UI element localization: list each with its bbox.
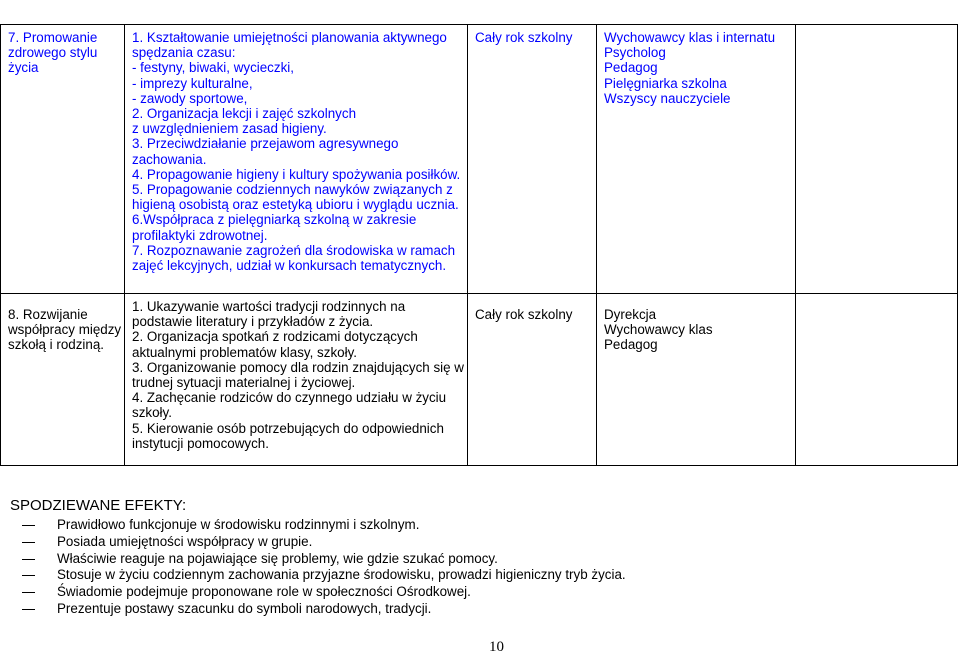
effects-heading: SPODZIEWANE EFEKTY: <box>10 497 187 514</box>
responsible-line: Wychowawcy klas i internatu <box>604 30 776 45</box>
goal-cell <box>1 25 125 294</box>
responsible-line: Pedagog <box>604 337 658 353</box>
table-row <box>1 25 958 294</box>
task-line: podstawie literatury i przykładów z życia. <box>132 314 374 330</box>
education-plan-table <box>0 24 958 466</box>
term-text: Cały rok szkolny <box>475 307 573 322</box>
list-item <box>10 517 626 534</box>
goal-line: 8. Rozwijanie <box>8 307 88 322</box>
task-line: 5. Propagowanie codziennych nawyków związanych z <box>132 182 453 198</box>
responsible-cell <box>597 25 796 294</box>
responsible-line: Wychowawcy klas <box>604 322 713 338</box>
effect-text: Stosuje w życiu codziennym zachowania przyjazne środowisku, prowadzi higieniczny tryb życia. <box>57 567 626 583</box>
task-line: instytucji pomocowych. <box>132 435 269 451</box>
task-line: szkoły. <box>132 405 172 421</box>
page-number: 10 <box>489 639 504 655</box>
term-cell <box>468 25 597 294</box>
task-line: 7. Rozpoznawanie zagrożeń dla środowiska w ramach <box>132 242 456 258</box>
responsible-line: Pedagog <box>604 60 658 76</box>
empty-cell <box>796 25 958 294</box>
goal-line: 7. Promowanie <box>8 30 98 45</box>
dash-bullet-icon <box>22 542 35 543</box>
effect-text: Świadomie podejmuje proponowane role w społeczności Ośrodkowej. <box>57 584 471 600</box>
task-line: aktualnymi problematów klasy, szkoły. <box>132 344 357 360</box>
dash-bullet-icon <box>22 609 35 610</box>
effect-text: Posiada umiejętności współpracy w grupie. <box>57 533 313 549</box>
list-item <box>10 567 626 584</box>
task-line: zajęć lekcyjnych, udział w konkursach tematycznych. <box>132 258 447 274</box>
responsible-cell <box>597 294 796 466</box>
tasks-cell <box>125 25 468 294</box>
list-item <box>10 551 626 568</box>
effect-text: Prawidłowo funkcjonuje w środowisku rodzinnymi i szkolnym. <box>57 517 420 532</box>
task-line: 6.Współpraca z pielęgniarką szkolną w zakresie <box>132 212 417 228</box>
task-line: - zawody sportowe, <box>132 90 248 106</box>
effect-text: Właściwie reaguje na pojawiające się problemy, wie gdzie szukać pomocy. <box>57 550 498 566</box>
task-line: spędzania czasu: <box>132 45 236 61</box>
responsible-line: Psycholog <box>604 45 666 61</box>
task-line: 2. Organizacja spotkań z rodzicami dotyczących <box>132 329 418 345</box>
goal-line: życia <box>8 60 39 76</box>
dash-bullet-icon <box>22 525 35 526</box>
task-line: 4. Propagowanie higieny i kultury spożywania posiłków. <box>132 166 461 182</box>
task-line: - festyny, biwaki, wycieczki, <box>132 60 294 76</box>
term-text: Cały rok szkolny <box>475 30 573 45</box>
responsible-line: Wszyscy nauczyciele <box>604 90 731 106</box>
goal-line: szkołą i rodziną. <box>8 337 105 353</box>
task-line: 3. Organizowanie pomocy dla rodzin znajdujących się w <box>132 359 464 375</box>
responsible-line: Dyrekcja <box>604 307 657 322</box>
effect-text: Prezentuje postawy szacunku do symboli narodowych, tradycji. <box>57 600 432 616</box>
list-item <box>10 534 626 551</box>
task-line: - imprezy kulturalne, <box>132 75 253 91</box>
effects-list <box>10 517 626 618</box>
task-line: 3. Przeciwdziałanie przejawom agresywnego <box>132 136 399 152</box>
task-line: 5. Kierowanie osób potrzebujących do odpowiednich <box>132 420 444 436</box>
task-line: z uwzględnieniem zasad higieny. <box>132 121 327 137</box>
empty-cell <box>796 294 958 466</box>
table-row <box>1 294 958 466</box>
goal-line: współpracy między <box>8 322 122 338</box>
goal-cell <box>1 294 125 466</box>
term-cell <box>468 294 597 466</box>
dash-bullet-icon <box>22 592 35 593</box>
tasks-cell <box>125 294 468 466</box>
task-line: trudnej sytuacji materialnej i życiowej. <box>132 375 356 391</box>
task-line: 1. Kształtowanie umiejętności planowania aktywnego <box>132 30 447 45</box>
task-line: zachowania. <box>132 151 207 167</box>
task-line: 4. Zachęcanie rodziców do czynnego udziału w życiu <box>132 390 447 406</box>
task-line: profilaktyki zdrowotnej. <box>132 227 268 243</box>
list-item <box>10 584 626 601</box>
task-line: higieną osobistą oraz estetyką ubioru i wyglądu ucznia. <box>132 197 459 213</box>
goal-line: zdrowego stylu <box>8 45 98 61</box>
task-line: 1. Ukazywanie wartości tradycji rodzinnych na <box>132 299 406 314</box>
task-line: 2. Organizacja lekcji i zajęć szkolnych <box>132 106 357 122</box>
responsible-line: Pielęgniarka szkolna <box>604 75 727 91</box>
expected-effects-section <box>10 497 626 618</box>
dash-bullet-icon <box>22 559 35 560</box>
dash-bullet-icon <box>22 575 35 576</box>
list-item <box>10 601 626 618</box>
